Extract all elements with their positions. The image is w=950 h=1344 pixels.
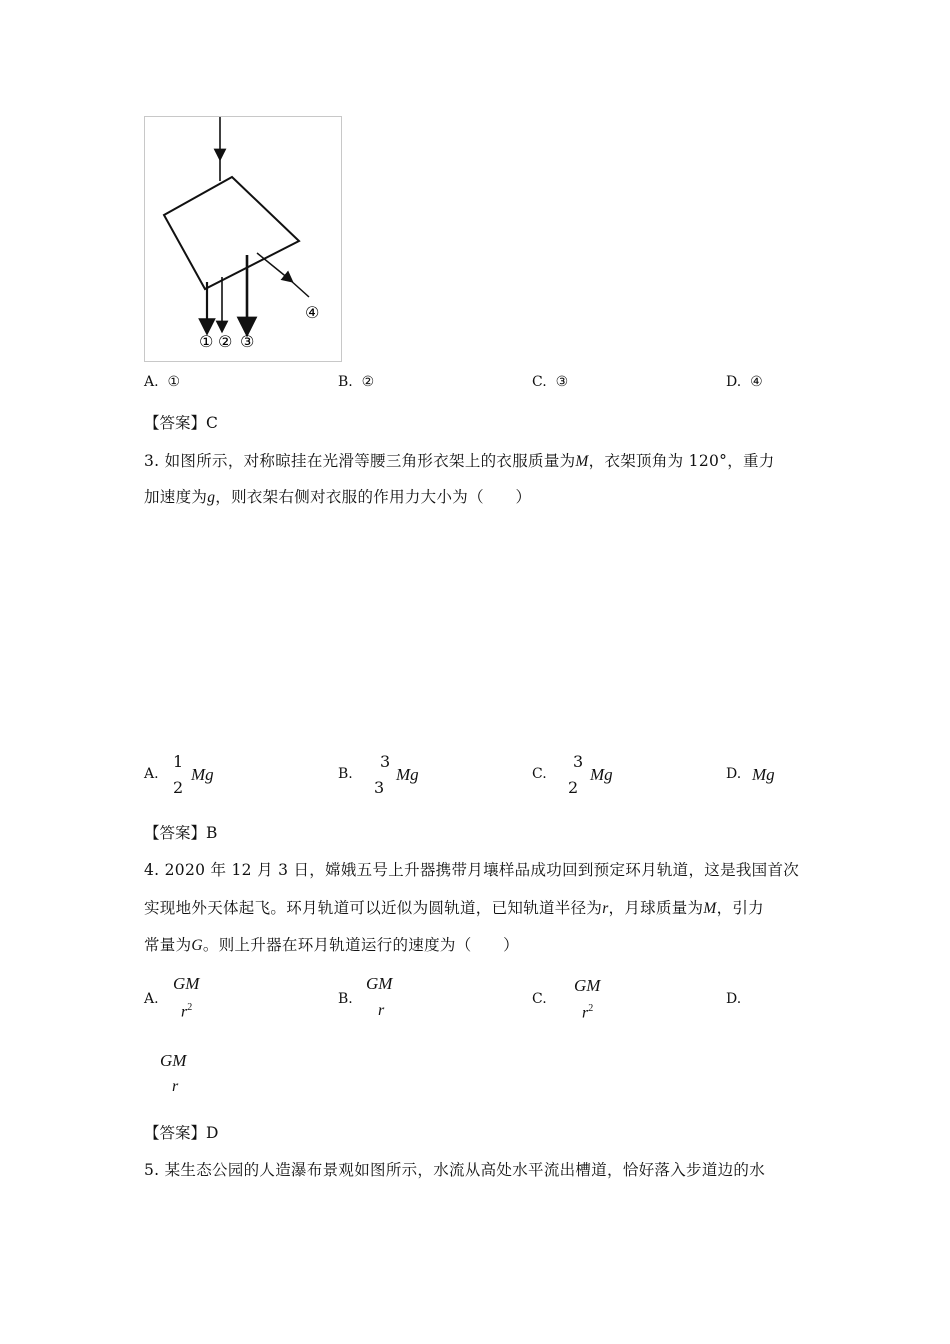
q3-option-b-letter[interactable]: B. [338,766,353,782]
q3-line-1: 3. 如图所示，对称晾挂在光滑等腰三角形衣架上的衣服质量为M，衣架顶角为 120°，重力 [144,452,775,470]
q4-a-numerator: GM [173,974,200,993]
q4-option-c-letter[interactable]: C. [532,991,547,1007]
q3-a-mg: Mg [191,765,214,784]
q3-option-a-letter[interactable]: A. [144,766,159,782]
q4-b-numerator: GM [366,974,393,993]
label-4: ④ [305,303,320,322]
q2-option-a[interactable] [144,374,180,390]
q4-c-numerator: GM [574,976,601,995]
q3-b-mg: Mg [396,765,419,784]
q3-a-denominator: 2 [173,778,184,797]
q4-d-denominator: r [172,1078,179,1095]
option-text: ① [167,374,181,390]
q2-option-b[interactable] [338,374,374,390]
q3-option-d-letter[interactable]: D. [726,766,742,782]
option-text: ④ [750,374,763,390]
q3-c-denominator: 2 [568,778,579,797]
q3-b-numerator: 3 [380,752,391,771]
option-text: ② [361,374,375,390]
q4-option-b-letter[interactable]: B. [338,991,353,1007]
square-block [164,177,299,289]
option-letter: A. [144,374,159,390]
option-letter: B. [338,374,353,390]
q4-answer: 【答案】D [144,1124,219,1142]
label-1: ① [199,332,214,351]
option-letter: C. [532,374,547,390]
label-3: ③ [240,332,255,351]
q4-b-denominator: r [378,1002,385,1019]
optics-figure [144,116,342,362]
q3-b-denominator: 3 [374,778,385,797]
q4-d-numerator: GM [160,1051,187,1070]
q4-line-3: 常量为G。则上升器在环月轨道运行的速度为（ ） [144,936,519,954]
ray-4-arrow [257,253,289,279]
prism-diagram [145,117,343,363]
option-text: ③ [555,374,569,390]
q3-answer: 【答案】B [144,824,218,842]
option-letter: D. [726,374,742,390]
q3-a-numerator: 1 [173,752,184,771]
q2-answer: 【答案】C [144,414,218,432]
label-2: ② [218,332,233,351]
q5-line-1: 5. 某生态公园的人造瀑布景观如图所示，水流从高处水平流出槽道，恰好落入步道边的水 [144,1161,766,1179]
q3-c-mg: Mg [590,765,613,784]
q3-line-2: 加速度为g，则衣架右侧对衣服的作用力大小为（ ） [144,488,532,506]
q3-option-c-letter[interactable]: C. [532,766,547,782]
q3-d-mg: Mg [752,765,775,784]
ray-4 [289,279,309,297]
q4-line-1: 4. 2020 年 12 月 3 日，嫦娥五号上升器携带月壤样品成功回到预定环月轨道，这是我国首次 [144,861,800,879]
q4-c-denominator: $r^2$ [582,1003,594,1022]
q3-c-numerator: 3 [573,752,584,771]
q4-line-2: 实现地外天体起飞。环月轨道可以近似为圆轨道，已知轨道半径为r，月球质量为M，引力 [144,899,764,917]
q4-a-denominator: $r^2$ [181,1002,193,1021]
q2-option-c[interactable] [532,374,568,390]
q2-option-d[interactable] [726,374,763,390]
q4-option-a-letter[interactable]: A. [144,991,159,1007]
q4-option-d-letter[interactable]: D. [726,991,742,1007]
